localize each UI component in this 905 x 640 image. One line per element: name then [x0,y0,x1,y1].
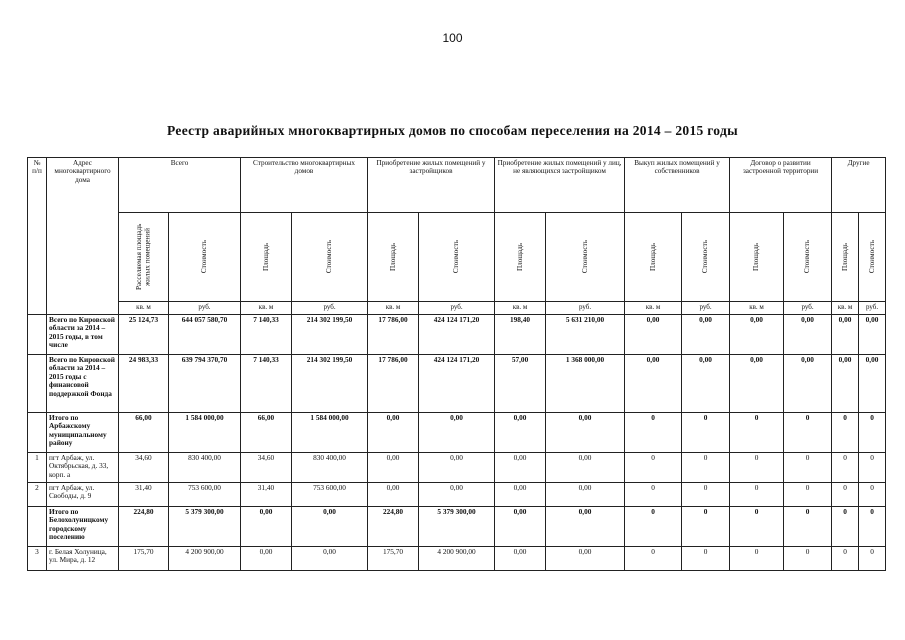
unit-area: кв. м [730,302,784,315]
cell: 0,00 [625,315,682,355]
page-number: 100 [442,31,463,45]
subheader-area: Площадь [388,242,397,272]
cell: 17 786,00 [368,315,419,355]
subheader-cost: Стоимость [580,240,589,274]
subheader-cost: Стоимость [325,240,334,274]
cell: 0,00 [546,453,625,483]
cell: 198,40 [495,315,546,355]
cell: 0 [730,453,784,483]
document-title: Реестр аварийных многоквартирных домов по способам переселения на 2014 – 2015 годы [167,123,738,138]
cell: 0,00 [832,355,859,413]
header-num: № п/п [28,158,47,315]
cell: 224,80 [119,507,169,547]
cell: 0,00 [368,483,419,507]
cell: 0 [730,413,784,453]
cell: 0 [625,453,682,483]
subheader-cost: Стоимость [803,240,812,274]
cell: 4 200 900,00 [419,547,495,571]
cell: 0 [859,413,886,453]
cell: 644 057 580,70 [169,315,241,355]
cell: 0,00 [292,507,368,547]
cell: 0 [832,413,859,453]
row-name: Итого по Арбажскому муниципальному району [47,413,119,453]
unit-area: кв. м [495,302,546,315]
cell: 0 [784,413,832,453]
cell: 0,00 [682,315,730,355]
cell: 0 [784,547,832,571]
cell: 0 [784,483,832,507]
table-row [28,413,886,453]
cell: 0,00 [546,413,625,453]
cell: 0,00 [495,413,546,453]
subheader-area: Площадь [752,242,761,272]
cell: 0,00 [241,547,292,571]
cell: 0,00 [546,483,625,507]
cell: 0,00 [495,507,546,547]
cell: 0,00 [682,355,730,413]
unit-cost: руб. [169,302,241,315]
row-name: г. Белая Холуница, ул. Мира, д. 12 [47,547,119,571]
cell: 57,00 [495,355,546,413]
table-row [28,453,886,483]
header-group: Другие [832,158,886,213]
subheader-area: Площадь [840,242,849,272]
unit-cost: руб. [859,302,886,315]
cell: 34,60 [119,453,169,483]
header-address: Адрес многоквартирного дома [47,158,119,315]
cell: 17 786,00 [368,355,419,413]
cell: 0,00 [419,453,495,483]
cell: 753 600,00 [169,483,241,507]
unit-area: кв. м [241,302,292,315]
table-row [28,507,886,547]
cell: 0,00 [859,315,886,355]
row-num: 1 [28,453,47,483]
subheader-area: Площадь [261,242,270,272]
unit-area: кв. м [119,302,169,315]
cell: 0,00 [784,355,832,413]
unit-cost: руб. [292,302,368,315]
cell: 7 140,33 [241,355,292,413]
cell: 0,00 [495,483,546,507]
row-num [28,413,47,453]
cell: 0 [682,547,730,571]
row-num: 3 [28,547,47,571]
cell: 0 [682,453,730,483]
cell: 214 302 199,50 [292,315,368,355]
cell: 0,00 [241,507,292,547]
cell: 0 [730,507,784,547]
cell: 0 [625,547,682,571]
row-num [28,507,47,547]
cell: 4 200 900,00 [169,547,241,571]
unit-area: кв. м [368,302,419,315]
cell: 0,00 [730,355,784,413]
cell: 0 [784,507,832,547]
unit-cost: руб. [682,302,730,315]
table-row [28,483,886,507]
header-group: Договор о развитии застроенной территории [730,158,832,213]
cell: 34,60 [241,453,292,483]
unit-area: кв. м [625,302,682,315]
cell: 639 794 370,70 [169,355,241,413]
cell: 0,00 [495,547,546,571]
row-name: пгт Арбаж, ул. Свободы, д. 9 [47,483,119,507]
cell: 0,00 [625,355,682,413]
subheader-area: Площадь [648,242,657,272]
cell: 0,00 [419,483,495,507]
cell: 1 584 000,00 [169,413,241,453]
cell: 5 379 300,00 [419,507,495,547]
cell: 0 [859,483,886,507]
cell: 830 400,00 [292,453,368,483]
cell: 0 [625,507,682,547]
cell: 0,00 [546,507,625,547]
cell: 0 [832,453,859,483]
cell: 0,00 [368,413,419,453]
table-row [28,547,886,571]
cell: 0 [625,483,682,507]
cell: 25 124,73 [119,315,169,355]
subheader-cost: Стоимость [452,240,461,274]
cell: 1 584 000,00 [292,413,368,453]
cell: 0 [682,483,730,507]
subheader-cost: Стоимость [867,240,876,274]
cell: 0 [682,413,730,453]
cell: 0,00 [368,453,419,483]
cell: 0 [832,547,859,571]
cell: 0,00 [546,547,625,571]
row-name: Всего по Кировской области за 2014 – 2015 годы, в том числе [47,315,119,355]
subheader-cost: Стоимость [200,240,209,274]
row-name: Всего по Кировской области за 2014 – 2015 годы с финансовой поддержкой Фонда [47,355,119,413]
row-num [28,355,47,413]
unit-cost: руб. [546,302,625,315]
cell: 753 600,00 [292,483,368,507]
cell: 0 [859,507,886,547]
cell: 66,00 [241,413,292,453]
cell: 5 379 300,00 [169,507,241,547]
cell: 424 124 171,20 [419,315,495,355]
cell: 7 140,33 [241,315,292,355]
cell: 24 983,33 [119,355,169,413]
cell: 5 631 210,00 [546,315,625,355]
unit-cost: руб. [784,302,832,315]
subheader-resettled-area: Расселяемая площадь жилых помещений [135,223,152,291]
row-num: 2 [28,483,47,507]
cell: 0 [682,507,730,547]
cell: 424 124 171,20 [419,355,495,413]
cell: 0,00 [495,453,546,483]
cell: 0,00 [784,315,832,355]
cell: 214 302 199,50 [292,355,368,413]
cell: 0,00 [859,355,886,413]
cell: 0 [832,483,859,507]
cell: 0,00 [419,413,495,453]
header-group: Приобретение жилых помещений у застройщиков [368,158,495,213]
cell: 31,40 [241,483,292,507]
cell: 0 [730,547,784,571]
cell: 0 [784,453,832,483]
subheader-cost: Стоимость [701,240,710,274]
table-row [28,315,886,355]
subheader-area: Площадь [515,242,524,272]
row-name: пгт Арбаж, ул. Октябрьская, д. 33, корп. а [47,453,119,483]
cell: 31,40 [119,483,169,507]
cell: 66,00 [119,413,169,453]
header-group: Всего [119,158,241,213]
cell: 0 [859,453,886,483]
table-row [28,355,886,413]
cell: 0 [859,547,886,571]
unit-cost: руб. [419,302,495,315]
row-num [28,315,47,355]
register-table [27,157,886,571]
cell: 0 [832,507,859,547]
header-group: Приобретение жилых помещений у лиц, не являющихся застройщиком [495,158,625,213]
row-name: Итого по Белохолуницкому городскому поселению [47,507,119,547]
cell: 830 400,00 [169,453,241,483]
header-group: Выкуп жилых помещений у собственников [625,158,730,213]
cell: 0,00 [292,547,368,571]
cell: 0 [625,413,682,453]
cell: 224,80 [368,507,419,547]
cell: 175,70 [119,547,169,571]
header-group: Строительство многоквартирных домов [241,158,368,213]
cell: 1 368 000,00 [546,355,625,413]
cell: 0 [730,483,784,507]
unit-area: кв. м [832,302,859,315]
cell: 0,00 [832,315,859,355]
cell: 0,00 [730,315,784,355]
cell: 175,70 [368,547,419,571]
